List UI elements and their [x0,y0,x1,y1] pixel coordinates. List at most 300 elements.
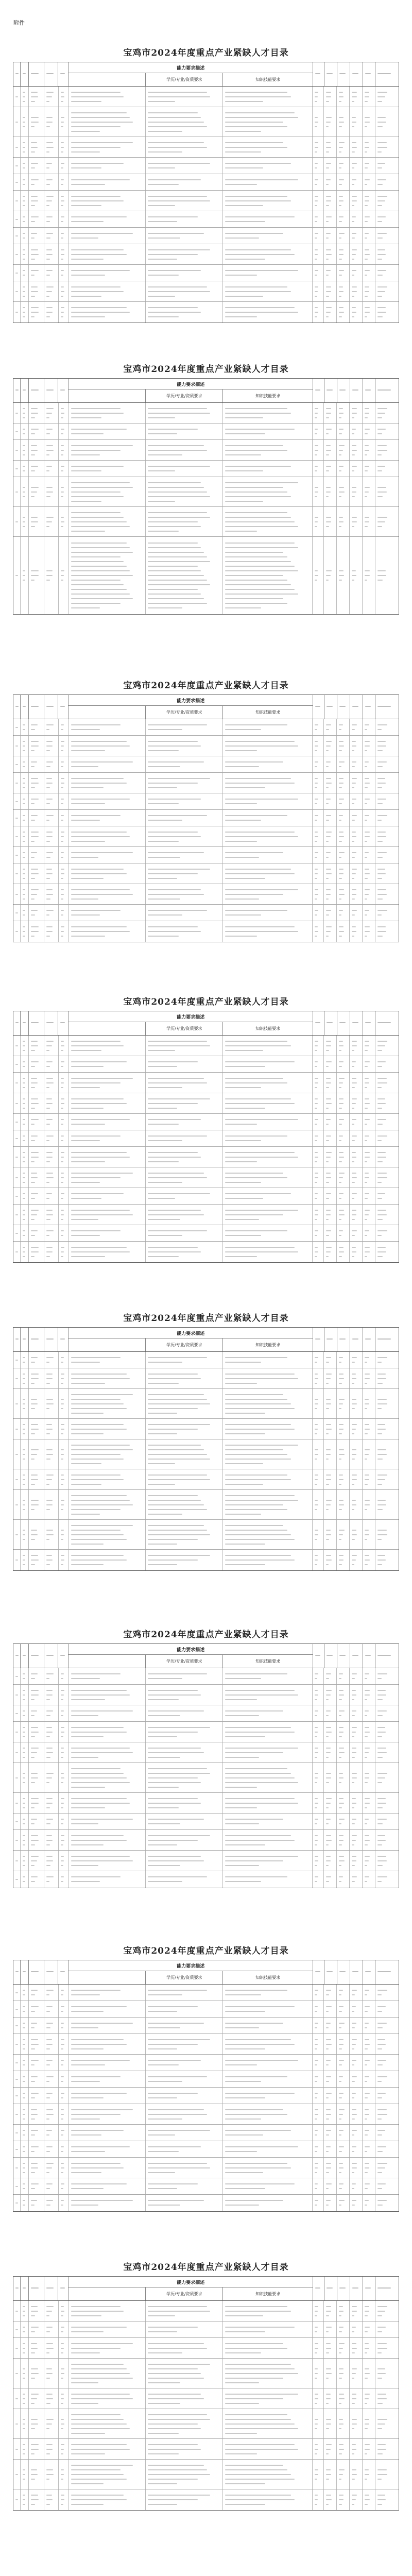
text-line-mark [225,1108,265,1109]
catalog-table [13,62,399,323]
text-line-mark [315,2163,318,2164]
page-title: 宝鸡市2024年度重点产业紧缺人才目录 [123,2262,289,2273]
text-line-mark [71,1777,127,1778]
table-cell [44,826,59,846]
text-line-mark [377,445,387,446]
text-line-mark [31,2114,38,2115]
table-cell [337,1985,350,2001]
table-cell [146,1814,223,1829]
ability-group-title: 能力要求描述 [68,1960,313,1971]
table-cell [313,1520,324,1549]
table-cell [313,2125,324,2141]
text-line-mark [61,724,64,725]
table-cell [350,2178,363,2194]
text-line-mark [31,2146,39,2147]
text-line-mark [71,2119,100,2120]
ability-requirements-header [68,1960,313,1984]
table-cell [324,2338,337,2358]
text-line-mark [61,2479,63,2480]
text-line-mark [61,2453,63,2454]
text-line-mark [315,1182,317,1183]
text-line-mark [352,1555,357,1556]
table-cell [44,1225,59,1241]
table-cell [44,1520,59,1549]
header-cell [324,1011,337,1035]
text-line-mark [225,589,295,590]
text-line-mark [71,1433,104,1434]
table-cell [146,863,223,884]
text-line-mark [315,454,317,455]
text-line-mark [23,799,25,800]
text-line-mark [61,2449,64,2450]
table-cell [21,1851,29,1871]
text-line-mark [71,1374,127,1375]
text-line-mark [352,1403,357,1404]
table-cell [363,2195,375,2211]
text-line-mark [339,233,344,234]
table-cell [223,2178,313,2194]
text-line-mark [71,580,121,581]
table-cell [29,440,44,460]
text-line-mark [225,561,291,562]
text-line-mark [377,1082,387,1083]
table-cell [223,403,313,423]
text-line-mark [23,2076,25,2077]
text-line-mark [339,2449,344,2450]
table-cell [375,2104,399,2124]
text-line-mark [326,2424,331,2425]
text-line-mark [148,1500,201,1501]
text-line-mark [31,1865,35,1866]
table-cell [363,2439,375,2459]
text-line-mark [148,2479,198,2480]
table-cell [337,1167,350,1188]
table-cell [375,1225,399,1241]
text-line-mark [352,2011,354,2012]
table-cell [13,1469,21,1489]
text-line-mark [148,179,201,180]
text-line-mark [71,92,121,93]
table-cell [337,158,350,174]
text-line-mark [339,931,344,932]
table-cell [324,302,337,323]
text-line-mark [46,1383,50,1384]
text-line-mark [377,2398,387,2399]
text-line-mark [339,1256,342,1257]
text-line-mark [339,1727,344,1728]
text-line-mark [31,729,35,730]
text-line-mark [352,517,357,518]
text-line-mark [352,117,356,118]
table-cell [69,2359,146,2388]
header-label-mark [315,2287,320,2289]
text-line-mark [61,1098,64,1099]
text-line-mark [326,179,330,180]
text-line-mark [23,1045,25,1046]
text-line-mark [315,1715,317,1716]
text-line-mark [61,1247,64,1248]
table-cell [69,1469,146,1489]
text-line-mark [365,205,367,206]
text-line-mark [71,1459,124,1460]
text-line-mark [46,799,53,800]
text-line-mark [71,931,130,932]
table-cell [375,2301,399,2321]
text-line-mark [365,413,369,414]
text-line-mark [31,1424,38,1425]
text-line-mark [31,521,38,522]
text-line-mark [365,1876,369,1877]
text-line-mark [225,1256,257,1257]
text-line-mark [31,1161,35,1162]
table-cell [21,1242,29,1262]
table-cell [350,507,363,536]
text-line-mark [339,1752,344,1753]
table-cell [29,2409,44,2438]
text-line-mark [148,547,201,548]
text-line-mark [148,200,210,201]
header-label-mark [315,73,320,74]
text-line-mark [352,1177,357,1178]
page-title: 宝鸡市2024年度重点产业紧缺人才目录 [123,1946,289,1956]
header-cell [324,1644,337,1668]
table-cell [337,1871,350,1888]
text-line-mark [71,2200,133,2201]
text-line-mark [339,2130,344,2131]
text-line-mark [61,1459,63,1460]
text-line-mark [31,1807,35,1808]
text-line-mark [225,1694,298,1696]
text-line-mark [71,1798,127,1799]
table-cell [363,2088,375,2104]
table-cell [13,793,21,809]
text-line-mark [326,778,331,779]
text-line-mark [326,815,331,816]
text-line-mark [377,2348,387,2349]
table-cell [324,719,337,735]
table-cell [59,1419,69,1439]
text-line-mark [61,1152,64,1153]
table-cell [13,1056,21,1072]
text-line-mark [225,450,287,451]
text-line-mark [339,1157,344,1158]
table-cell [29,2195,44,2211]
text-line-mark [148,1990,207,1991]
text-line-mark [61,184,63,185]
text-line-mark [71,1807,105,1808]
text-line-mark [46,233,53,234]
text-line-mark [225,936,257,937]
text-line-mark [315,2368,318,2369]
text-line-mark [225,1539,295,1540]
text-line-mark [15,165,18,166]
table-cell [59,507,69,536]
table-cell [223,2489,313,2510]
text-line-mark [339,1374,344,1375]
table-cell [313,1985,324,2001]
text-line-mark [326,761,331,762]
text-line-mark [23,1715,25,1716]
text-line-mark [225,151,261,152]
table-cell [69,1685,146,1705]
table-cell [363,756,375,772]
text-line-mark [339,205,341,206]
text-line-mark [352,2352,355,2353]
text-line-mark [315,2428,317,2429]
text-line-mark [315,429,318,430]
table-cell [324,1167,337,1188]
table-cell [223,107,313,137]
text-line-mark [71,2469,121,2470]
table-cell [29,1419,44,1439]
text-line-mark [326,1475,331,1476]
table-cell [375,1167,399,1188]
text-line-mark [339,2039,344,2040]
text-line-mark [46,1219,50,1220]
text-line-mark [352,1198,354,1199]
text-line-mark [326,2167,331,2168]
text-line-mark [315,820,317,821]
text-line-mark [23,1479,25,1480]
text-line-mark [377,729,382,730]
text-line-mark [352,1807,354,1808]
table-cell [59,1056,69,1072]
header-cell [13,1960,21,1984]
text-line-mark [365,787,368,788]
text-line-mark [31,931,39,932]
table-cell [21,1490,29,1519]
text-line-mark [31,1247,39,1248]
text-line-mark [365,1807,367,1808]
table-cell [146,2178,223,2194]
table-cell [337,2104,350,2124]
text-line-mark [365,1727,369,1728]
text-line-mark [23,1362,25,1363]
text-line-mark [339,1433,341,1434]
text-line-mark [23,1256,25,1257]
text-line-mark [365,466,369,467]
text-line-mark [31,889,39,890]
text-line-mark [23,417,25,418]
text-line-mark [61,1108,63,1109]
table-cell [337,403,350,423]
text-line-mark [23,2306,25,2307]
table-cell [363,2359,375,2388]
text-line-mark [339,1136,343,1137]
header-label-mark [339,1655,346,1656]
text-line-mark [61,889,64,890]
text-line-mark [315,766,317,767]
table-cell [324,191,337,211]
text-line-mark [339,2011,341,2012]
text-line-mark [46,1782,50,1783]
text-line-mark [61,761,64,762]
text-line-mark [31,1198,35,1199]
text-line-mark [61,899,63,900]
text-line-mark [15,1694,18,1696]
table-cell [363,921,375,942]
text-line-mark [71,750,105,751]
text-line-mark [71,1555,124,1556]
text-line-mark [148,1103,198,1104]
text-line-mark [315,316,317,317]
header-cell [337,62,350,86]
text-line-mark [377,724,387,725]
table-cell [375,2141,399,2157]
table-cell [363,1705,375,1721]
text-line-mark [339,286,343,287]
text-line-mark [225,1230,287,1231]
table-cell [324,1368,337,1388]
header-cell [350,1011,363,1035]
text-line-mark [23,249,25,250]
table-cell [375,1242,399,1262]
text-line-mark [352,200,357,201]
text-line-mark [23,454,25,455]
text-line-mark [377,787,382,788]
text-line-mark [352,2188,354,2189]
table-cell [223,2055,313,2071]
text-line-mark [352,1736,354,1737]
text-line-mark [377,2119,382,2120]
text-line-mark [15,1360,18,1361]
text-line-mark [71,1041,121,1042]
text-line-mark [326,1727,331,1728]
table-cell [375,1742,399,1762]
table-cell [69,2321,146,2337]
table-cell [13,2178,21,2194]
text-line-mark [315,2327,318,2328]
text-line-mark [339,1449,344,1450]
text-line-mark [225,96,291,97]
text-line-mark [365,291,369,292]
text-line-mark [23,2453,25,2454]
text-line-mark [339,487,344,488]
table-cell [223,2001,313,2017]
text-line-mark [365,1061,370,1062]
table-cell [313,191,324,211]
text-line-mark [61,570,64,571]
text-line-mark [46,2134,50,2136]
table-cell [13,736,21,756]
text-line-mark [15,818,18,819]
table-cell [350,810,363,826]
table-cell [21,2388,29,2409]
text-line-mark [148,2097,177,2098]
text-line-mark [225,2428,298,2429]
table-cell [375,211,399,227]
table-cell [313,2018,324,2033]
text-line-mark [225,2483,265,2484]
text-line-mark [225,196,287,197]
text-line-mark [71,1994,100,1995]
header-label-mark [46,1655,54,1656]
table-cell [313,1668,324,1684]
table-cell [350,1130,363,1146]
table-row [13,1147,399,1167]
text-line-mark [352,2474,357,2475]
text-line-mark [46,1230,54,1231]
text-line-mark [148,1475,207,1476]
table-cell [21,1167,29,1188]
text-line-mark [23,1374,25,1375]
text-line-mark [148,832,198,833]
text-line-mark [225,1161,257,1162]
text-line-mark [148,2469,207,2470]
table-cell [363,2001,375,2017]
text-line-mark [339,96,344,97]
table-cell [375,847,399,863]
table-row [13,2489,399,2510]
text-line-mark [225,607,261,608]
text-line-mark [315,1408,317,1409]
table-cell [21,884,29,904]
text-line-mark [71,1078,133,1079]
text-line-mark [23,2327,25,2328]
text-line-mark [61,2368,64,2369]
text-line-mark [377,2352,382,2353]
table-row [13,773,399,793]
text-line-mark [46,307,53,308]
text-line-mark [326,2011,329,2012]
text-line-mark [339,259,341,260]
text-line-mark [352,1479,357,1480]
table-cell [324,1705,337,1721]
table-cell [69,810,146,826]
text-line-mark [225,2368,295,2369]
text-line-mark [46,761,53,762]
table-cell [324,1668,337,1684]
text-line-mark [23,783,25,784]
text-line-mark [377,1803,386,1804]
table-row [13,2158,399,2178]
text-line-mark [71,200,124,201]
text-line-mark [46,1459,50,1460]
text-line-mark [46,1454,53,1455]
text-line-mark [326,216,331,217]
text-line-mark [315,233,318,234]
text-line-mark [31,179,39,180]
text-line-mark [46,914,49,916]
table-cell [59,403,69,423]
text-line-mark [339,429,344,430]
text-line-mark [326,2306,331,2307]
header-subcolumn: 学历/专业/资质要求 [146,1971,223,1984]
text-line-mark [46,1509,50,1510]
table-cell [313,423,324,439]
text-line-mark [315,1152,318,1153]
text-line-mark [225,1082,287,1083]
text-line-mark [365,526,367,527]
header-subcolumn [68,1655,146,1668]
table-cell [29,2158,44,2178]
text-line-mark [23,729,25,730]
table-cell [350,1114,363,1130]
table-cell [29,884,44,904]
table-cell [69,281,146,301]
text-line-mark [71,1534,124,1535]
header-label-mark [377,1655,391,1656]
table-cell [363,423,375,439]
text-line-mark [377,841,383,842]
text-line-mark [315,2119,317,2120]
text-line-mark [15,1233,18,1234]
text-line-mark [71,820,100,821]
text-line-mark [23,2048,25,2049]
text-line-mark [377,496,383,497]
table-cell [375,537,399,614]
table-cell [69,773,146,793]
